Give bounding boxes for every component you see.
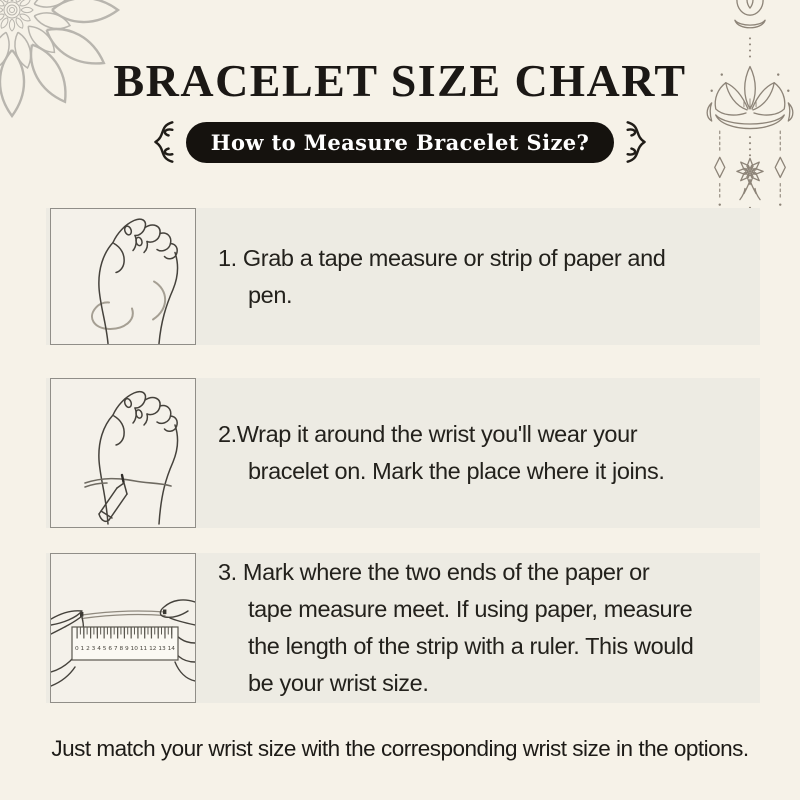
steps-list	[46, 208, 760, 703]
flourish-left-icon	[147, 119, 177, 165]
step-line: be your wrist size.	[248, 670, 429, 696]
step-line: 3. Mark where the two ends of the paper or	[218, 559, 650, 585]
page-title: BRACELET SIZE CHART	[113, 55, 687, 106]
ruler-numbers: 0 1 2 3 4 5 6 7 8 9 10 11 12 13 14	[75, 646, 176, 652]
step-3-content	[196, 553, 760, 703]
step-1-text	[218, 240, 665, 314]
fist-with-tape-loop-illustration	[51, 209, 195, 344]
step-row-1	[46, 208, 760, 345]
step-line: tape measure meet. If using paper, measure	[248, 596, 693, 622]
step-2-content	[196, 378, 760, 528]
flourish-right-icon	[623, 119, 653, 165]
step-line: bracelet on. Mark the place where it joins.	[248, 458, 665, 484]
pen-marking-wrist-illustration	[51, 379, 195, 527]
step-line: pen.	[248, 281, 293, 308]
step-line: 2.Wrap it around the wrist you'll wear your	[218, 421, 638, 447]
how-to-measure-badge: How to Measure Bracelet Size?	[186, 122, 615, 163]
step-row-3	[46, 553, 760, 703]
hands-measuring-strip-with-ruler-illustration	[51, 554, 195, 702]
step-2-figure	[50, 378, 196, 528]
step-row-2	[46, 378, 760, 528]
step-3-figure	[50, 553, 196, 703]
step-1-content	[196, 208, 760, 345]
step-3-text	[218, 554, 693, 702]
step-line: the length of the strip with a ruler. This would	[248, 633, 694, 659]
step-line: 1. Grab a tape measure or strip of paper and	[218, 244, 666, 271]
step-1-figure	[50, 208, 196, 345]
footer-note: Just match your wrist size with the corresponding wrist size in the options.	[51, 736, 749, 761]
step-2-text	[218, 416, 664, 490]
badge-row	[0, 116, 800, 168]
